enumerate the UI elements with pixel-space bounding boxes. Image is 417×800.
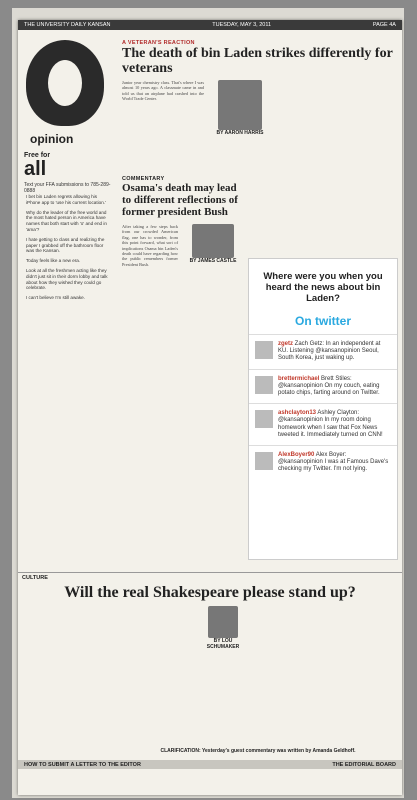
author-photo <box>218 80 262 130</box>
tweet-handle: ashclayton13 <box>278 410 317 417</box>
commentary-headline: Osama's death may lead to different reflections of former president Bush <box>122 182 238 218</box>
commentary-kicker: COMMENTARY <box>122 176 165 182</box>
submit-letter-bar <box>18 760 402 769</box>
ffa-item: Why do the leader of the free world and the most hated person in America have names that both start with 'o' and end in 'ama'? <box>26 209 107 232</box>
lead-body-cont <box>276 80 386 136</box>
avatar <box>255 410 273 428</box>
commentary-body: After taking a few steps back from our crowded American flag, one has to wonder, from this point forward, what sort of implications Osama bin Laden's death could have regarding how the public remembers former President Bush. <box>122 224 178 267</box>
section-title: opinion <box>30 132 74 146</box>
twitter-logo-icon: On <box>294 314 312 328</box>
avatar <box>255 341 273 359</box>
tweet-handle: zgetz <box>278 341 293 347</box>
author-photo <box>208 606 238 638</box>
lead-author: BY AARON HARRIS <box>216 130 264 136</box>
free-for-all-header <box>24 152 112 184</box>
avatar <box>255 452 273 470</box>
free-all-label: all <box>24 158 47 180</box>
ad-tweet <box>249 445 397 480</box>
culture-section-bar: CULTURE <box>18 572 402 581</box>
ffa-item: Look at all the freshmen acting like they didn't just sit in their dorm lobby and talk about how they wished they could go celebrate. <box>26 267 108 291</box>
newspaper-page <box>18 20 402 795</box>
clarification: CLARIFICATION: Yesterday's guest commentary was written by Amanda Geldhoff. <box>160 748 356 754</box>
twitter-ad <box>248 258 398 560</box>
ad-twitter-label <box>249 308 397 334</box>
ad-headline: Where were you when you heard the news about bin Laden? <box>263 271 383 304</box>
main-column <box>122 34 398 267</box>
ffa-item: Today feels like a new era. <box>26 258 81 264</box>
tweet-text: Ashley Clayton: @kansanopinion In my room doing homework when I saw that Fox News tweeted it. Immediately turned on CNN! <box>278 410 383 438</box>
tweet-text: Alex Boyer: @kansanopinion I was at Famous Dave's checking my Twitter. I'm not lying. <box>278 452 389 473</box>
ad-tweet <box>249 403 397 445</box>
ffa-item: I bet bin Laden regrets allowing his iPhone app to 'use his current location.' <box>26 194 106 205</box>
ffa-item: I hate getting to class and realizing the paper I grabbed off the bathroom floor was the Kansan. <box>26 236 105 254</box>
lead-body: Junior year chemistry class. That's where I was almost 10 years ago. A classmate came in and told us that an airplane had crashed into the World Trade Center. <box>122 80 204 102</box>
tweet-handle: brettermichael <box>278 375 320 382</box>
lead-kicker: A VETERAN'S REACTION <box>122 40 195 46</box>
footer-contacts <box>18 770 402 795</box>
tweet-handle: AlexBoyer90 <box>278 452 315 459</box>
ad-tweet <box>249 369 397 404</box>
avatar <box>255 376 273 394</box>
commentary-author: BY JAMES CASTLE <box>189 258 237 264</box>
twitter-word: twitter <box>315 314 351 328</box>
masthead: THE UNIVERSITY DAILY KANSAN <box>24 22 111 28</box>
ffa-item: I can't believe I'm still awake. <box>26 295 85 301</box>
culture-byline <box>198 606 248 650</box>
tweet-text: Brett Stiles: @kansanopinion On my couch, eating potato chips, farting around on Twitter. <box>278 375 380 397</box>
free-for-label: Free for <box>24 152 51 159</box>
date: TUESDAY, MAY 3, 2011 <box>212 22 272 28</box>
tweet-text: Zach Getz: In an independent at KU. Listening @kansanopinion Seoul, South Korea, just waking up. <box>278 341 381 362</box>
culture-headline: Will the real Shakespeare please stand up? <box>64 584 356 601</box>
page-header-bar <box>18 20 402 30</box>
opinion-logo-icon <box>26 40 104 126</box>
ffa-submit-info: Text your FFA submissions to 785-289-0888 <box>24 182 111 194</box>
editorial-board-title: THE EDITORIAL BOARD <box>332 762 396 768</box>
page-number: PAGE 4A <box>372 22 396 28</box>
culture-author: BY LOU SCHUMAKER <box>206 638 240 650</box>
opinion-sidebar <box>22 34 114 774</box>
author-photo <box>192 224 234 258</box>
ad-tweet <box>249 334 397 369</box>
submit-letter-title: HOW TO SUBMIT A LETTER TO THE EDITOR <box>24 762 141 768</box>
ffa-list <box>26 194 110 305</box>
lead-headline: The death of bin Laden strikes differently for veterans <box>122 46 393 76</box>
